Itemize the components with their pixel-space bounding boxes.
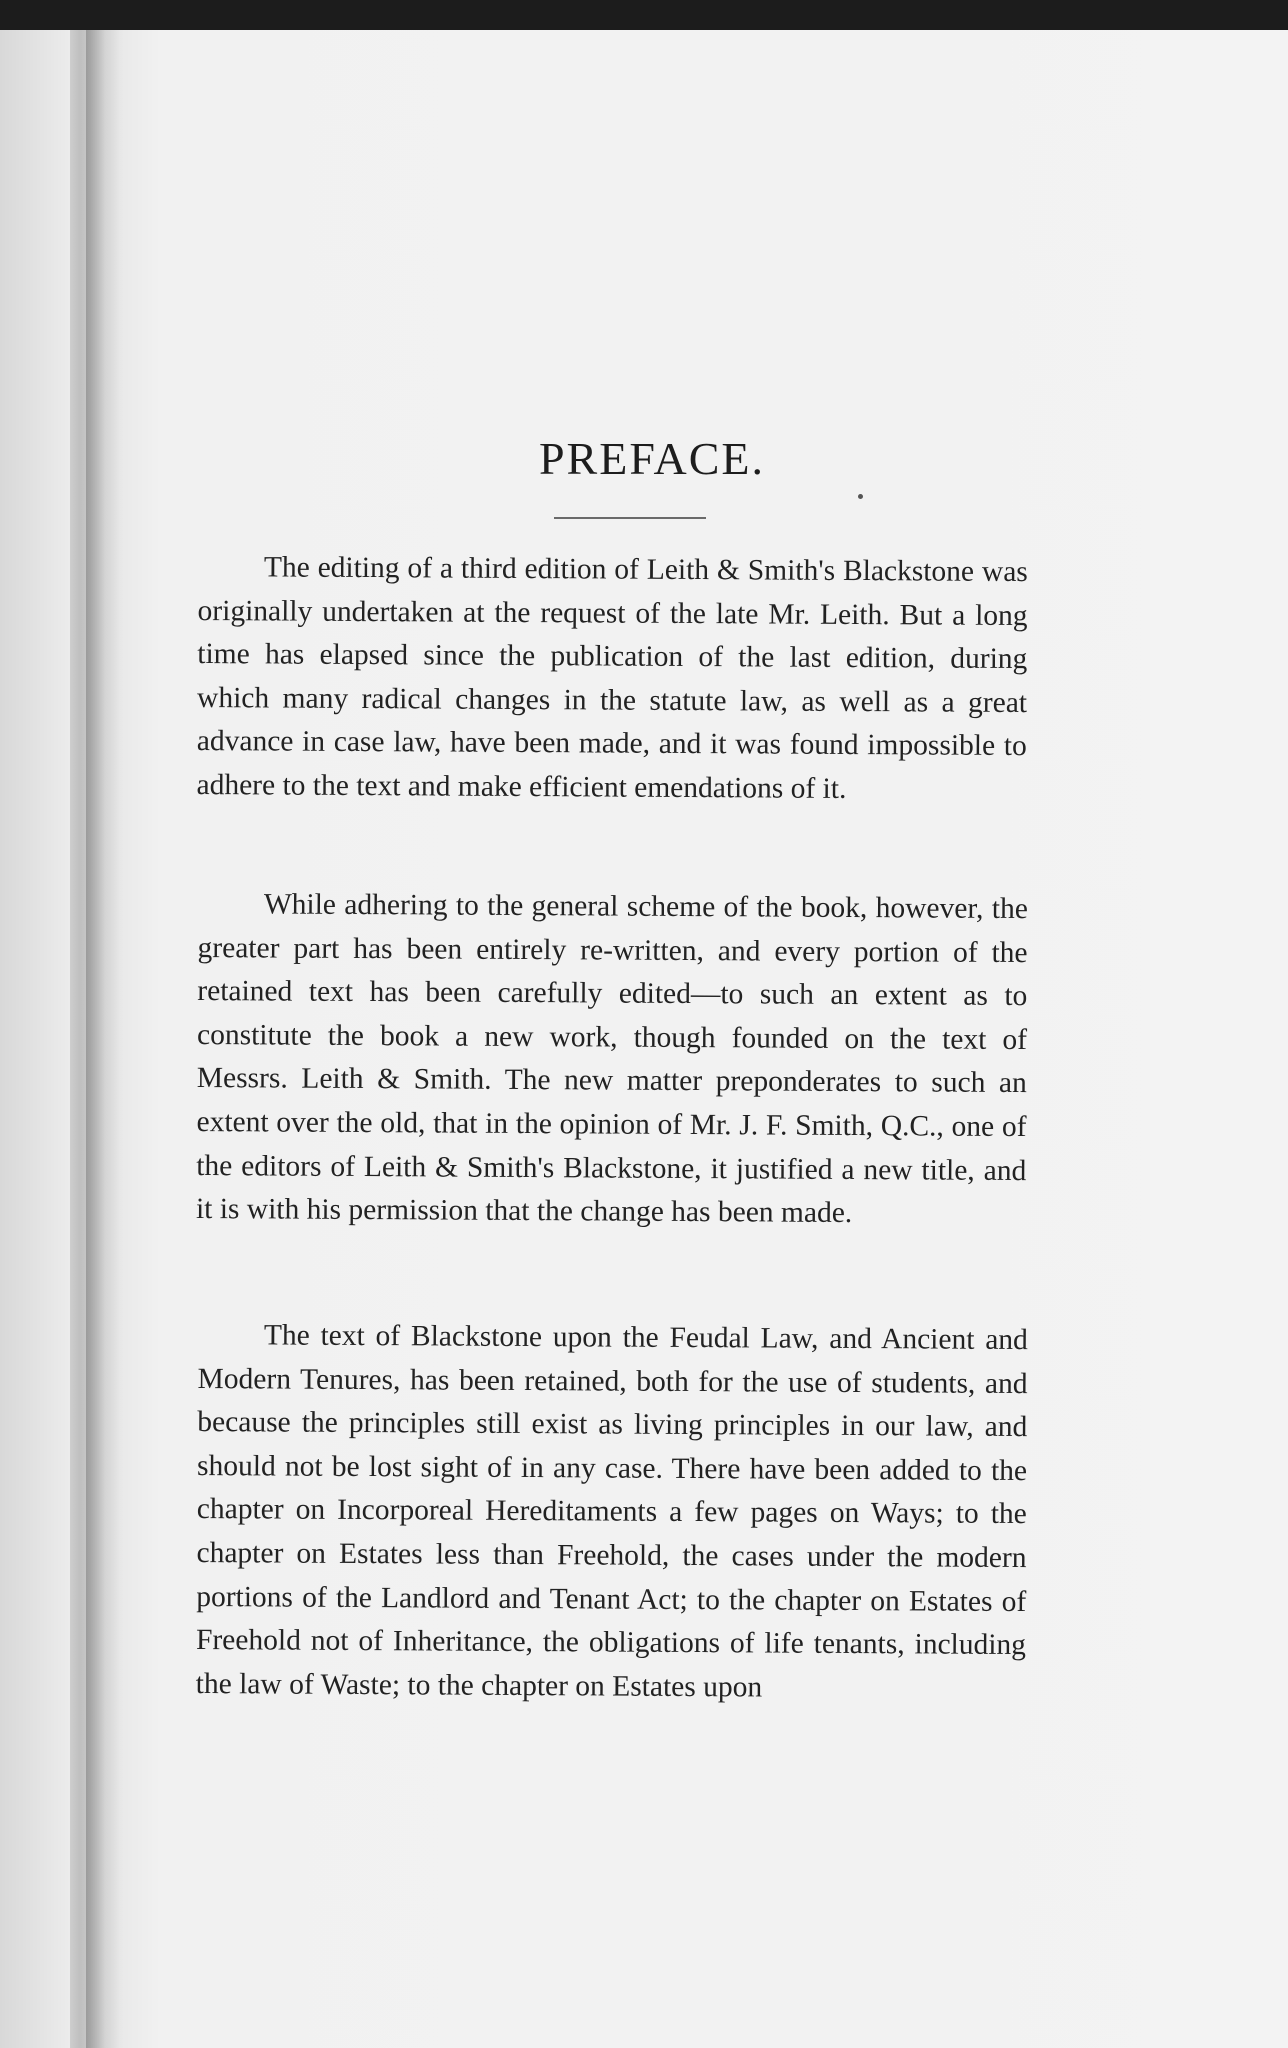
paragraph-2: While adhering to the general scheme of the book, however, the greater part has been entirely re-written, and every portion of the retained text has been carefully edited—to such an extent as to constitute the book a new work, though founded on the text of Messrs. Leith & Smith. The new matter preponderates to such an extent over the old, that in the opinion of Mr. J. F. Smith, Q.C., one of the editors of Leith & Smith's Blackstone, it justified a new title, and it is with his permission that the change has been made. [195, 888, 1028, 1230]
page-title: PREFACE. [538, 433, 766, 484]
spine-shadow [86, 30, 124, 2048]
paragraph-1: The editing of a third edition of Leith & Smith's Blackstone was originally undertaken at the request of the late Mr. Leith. But a long time has elapsed since the publication of the last edition, during which many radical changes in the statute law, as well as a great advance in case law, have been made, and it was found impossible to adhere to the text and make efficient emendations of it. [196, 551, 1028, 805]
title-rule [554, 517, 706, 519]
print-speck [858, 494, 863, 499]
page-left-edge [0, 30, 70, 2048]
paragraph-3: The text of Blackstone upon the Feudal Law, and Ancient and Modern Tenures, has been retained, both for the use of students, and because the principles still exist as living principles in our law, and should not be lost sight of in any case. There have been added to the chapter on Incorporeal Hereditaments a few pages on Ways; to the chapter on Estates less than Freehold, the cases under the modern portions of the Landlord and Tenant Act; to the chapter on Estates of Freehold not of Inheritance, the obligations of life tenants, including the law of Waste; to the chapter on Estates upon [195, 1319, 1028, 1704]
